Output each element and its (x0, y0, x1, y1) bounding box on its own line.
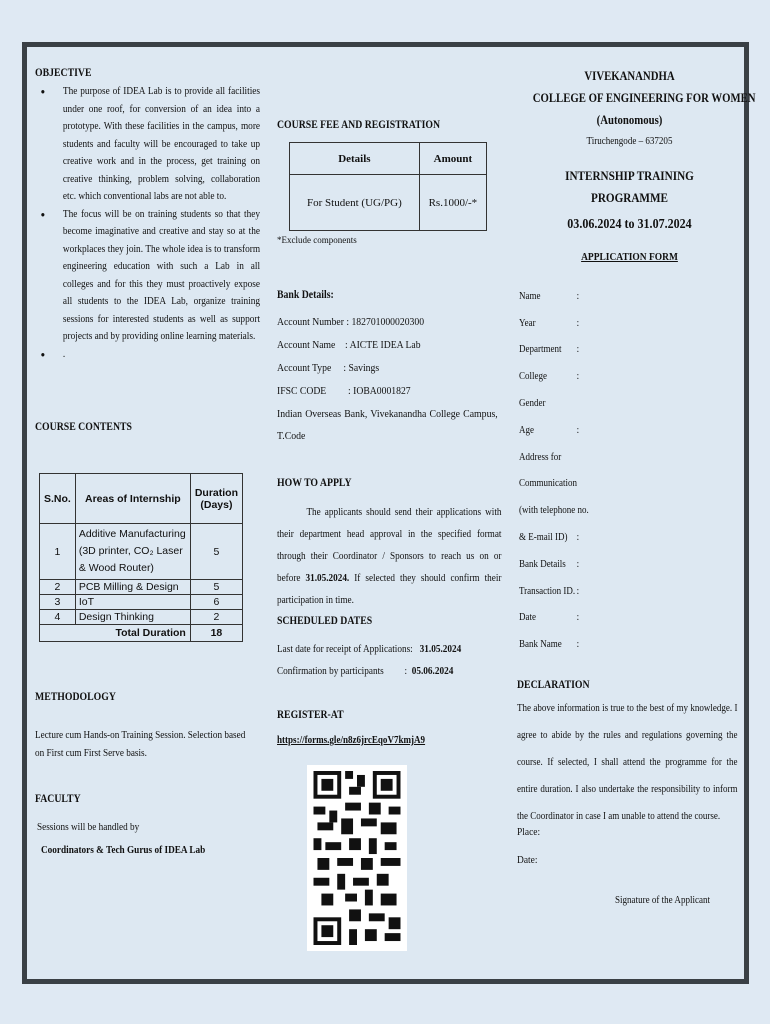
col-header-duration: Duration (Days) (190, 474, 242, 524)
col-header-area: Areas of Internship (75, 474, 190, 524)
apply-deadline: 31.05.2024. (305, 573, 350, 584)
form-field-row[interactable] (519, 631, 579, 658)
qr-code-icon (313, 771, 401, 945)
form-field-colon: : (576, 612, 580, 624)
cell-area: Additive Manufacturing (3D printer, CO₂ Laser & Wood Router) (75, 524, 190, 580)
college-name-line1: VIVEKANANDHA (584, 69, 675, 83)
form-field-colon: : (576, 424, 580, 436)
table-row (40, 595, 243, 610)
form-field-row[interactable] (519, 444, 579, 471)
form-field-colon: : (576, 344, 580, 356)
table-row (40, 610, 243, 625)
bank-branch: Indian Overseas Bank, Vivekanandha College Campus, T.Code (277, 408, 498, 442)
qr-code[interactable] (307, 765, 407, 951)
bank-ifsc: IFSC CODE : IOBA0001827 (277, 385, 411, 397)
cell-area: PCB Milling & Design (75, 580, 190, 595)
form-field-label: Bank Name (519, 639, 562, 651)
bank-account-type: Account Type : Savings (277, 362, 380, 374)
form-field-label: Transaction ID. (519, 585, 576, 597)
faculty-coordinators: Coordinators & Tech Gurus of IDEA Lab (41, 845, 206, 856)
declaration-place: Place: (517, 827, 541, 838)
cell-days: 6 (190, 595, 242, 610)
college-location: Tiruchengode – 637205 (586, 136, 673, 147)
fee-header-amount: Amount (419, 143, 486, 175)
application-form-title: APPLICATION FORM (581, 251, 678, 263)
table-row (290, 175, 487, 231)
total-value: 18 (190, 625, 242, 642)
objective-trailing-dot: ● . (35, 346, 260, 364)
bank-heading: Bank Details: (277, 289, 334, 301)
form-field-row[interactable] (519, 605, 579, 632)
form-field-label: Address for (519, 451, 562, 463)
cell-sno: 1 (40, 524, 76, 580)
form-field-row[interactable] (519, 471, 579, 498)
objective-heading: OBJECTIVE (35, 67, 92, 79)
form-field-label: Communication (519, 478, 578, 490)
form-field-row[interactable] (519, 417, 579, 444)
form-field-label: & E-mail ID) (519, 532, 568, 544)
college-autonomous: (Autonomous) (596, 113, 663, 127)
programme-line1: INTERNSHIP TRAINING (565, 168, 694, 183)
fee-header-details: Details (290, 143, 420, 175)
cell-days: 5 (190, 580, 242, 595)
form-field-row[interactable] (519, 497, 589, 524)
course-contents-heading: COURSE CONTENTS (35, 421, 132, 433)
total-label: Total Duration (40, 625, 191, 642)
declaration-text: The above information is true to the best of my knowledge. I agree to abide by the rules and regulations governing the course. If selected, I shall attend the programme for the entire duration. I also undertake the responsibility to inform the Coordinator in case I am unable to attend the course. (517, 703, 738, 822)
applicant-signature: Signature of the Applicant (615, 895, 711, 906)
form-field-colon: : (576, 639, 580, 651)
col-header-sno: S.No. (40, 474, 76, 524)
scheduled-row: Last date for receipt of Applications: 31.05.2024 (277, 644, 462, 655)
form-field-label: Age (519, 424, 535, 436)
form-field-row[interactable] (519, 524, 579, 551)
form-field-label: Gender (519, 398, 546, 410)
form-field-label: (with telephone no. (519, 505, 589, 517)
declaration-heading: DECLARATION (517, 679, 590, 691)
brochure-frame (22, 42, 756, 984)
form-field-row[interactable] (519, 337, 579, 364)
table-row (40, 524, 243, 580)
application-form-fields (519, 283, 589, 658)
how-to-apply-text: The applicants should send their applications with their department head approval in the specified format through their Coordinator / Sponsors to reach us on or before 31.05.2024. If selected they should confirm their participation in time. (277, 507, 502, 606)
form-field-row[interactable] (519, 578, 579, 605)
programme-title (517, 165, 742, 209)
total-row (40, 625, 243, 642)
form-field-row[interactable] (519, 310, 579, 337)
form-field-label: Year (519, 317, 536, 329)
college-name-line2: COLLEGE OF ENGINEERING FOR WOMEN (532, 91, 756, 105)
scheduled-row: Confirmation by participants : 05.06.2024 (277, 666, 454, 677)
table-row (40, 580, 243, 595)
form-field-label: College (519, 371, 547, 383)
faculty-text: Sessions will be handled by (37, 822, 140, 833)
form-field-colon: : (576, 290, 580, 302)
form-field-row[interactable] (519, 363, 579, 390)
form-field-row[interactable] (519, 390, 579, 417)
faculty-heading: FACULTY (35, 793, 81, 805)
cell-sno: 3 (40, 595, 76, 610)
course-contents-table (39, 473, 243, 642)
cell-sno: 2 (40, 580, 76, 595)
declaration-date: Date: (517, 855, 538, 866)
form-field-label: Name (519, 290, 541, 302)
form-field-colon: : (576, 317, 580, 329)
form-field-colon: : (576, 558, 580, 570)
objective-point-1: ● The purpose of IDEA Lab is to provide all facilities under one roof, for conversion of an idea into a prototype. With these facilities in the campus, more students and faculty will be encouraged to take up creative work and in the process, get training on creative thinking, problem solving, collaboration etc. which conventional labs are not able to. (35, 83, 260, 206)
form-field-label: Date (519, 612, 537, 624)
form-field-colon: : (576, 532, 580, 544)
fee-cell-details: For Student (UG/PG) (290, 175, 420, 231)
bank-lines (277, 311, 525, 447)
scheduled-dates (277, 639, 461, 683)
form-field-label: Bank Details (519, 558, 566, 570)
fee-note: *Exclude components (277, 235, 357, 245)
objective-point-2: ● The focus will be on training students so that they become imaginative and creative and stay so at the workplaces they join. The whole idea is to transform engineering education with such a Lab in all colleges and for this they must proactively expose all students to the IDEA Lab, organize training sessions for interested students as well as support projects and by providing online learning materials. (35, 206, 260, 346)
form-field-colon: : (576, 585, 580, 597)
form-field-row[interactable] (519, 283, 579, 310)
scheduled-heading: SCHEDULED DATES (277, 615, 373, 627)
fee-cell-amount: Rs.1000/-* (419, 175, 486, 231)
register-heading: REGISTER-AT (277, 709, 344, 721)
programme-line2: PROGRAMME (590, 190, 668, 205)
form-field-colon: : (576, 371, 580, 383)
college-header (517, 65, 756, 153)
registration-link[interactable]: https://forms.gle/n8z6jrcEqoV7kmjA9 (277, 735, 426, 746)
cell-area: IoT (75, 595, 190, 610)
bank-account-number: Account Number : 182701000020300 (277, 316, 425, 328)
how-to-apply-heading: HOW TO APPLY (277, 477, 352, 489)
methodology-heading: METHODOLOGY (35, 691, 116, 703)
cell-days: 5 (190, 524, 242, 580)
fee-heading: COURSE FEE AND REGISTRATION (277, 119, 441, 131)
bank-account-name: Account Name : AICTE IDEA Lab (277, 339, 421, 351)
cell-days: 2 (190, 610, 242, 625)
cell-sno: 4 (40, 610, 76, 625)
methodology-text: Lecture cum Hands-on Training Session. Selection based on First cum First Serve basis. (35, 730, 246, 759)
programme-dates: 03.06.2024 to 31.07.2024 (567, 217, 692, 232)
fee-table (289, 142, 487, 231)
objective-list (35, 83, 260, 363)
form-field-label: Department (519, 344, 562, 356)
form-field-row[interactable] (519, 551, 579, 578)
cell-area: Design Thinking (75, 610, 190, 625)
